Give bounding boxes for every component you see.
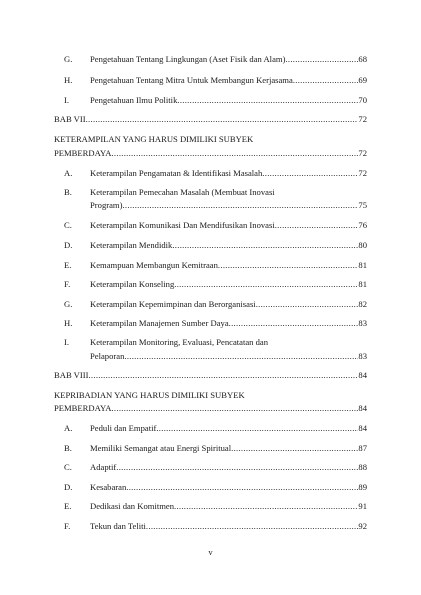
- leader-dots: [293, 74, 359, 86]
- toc-chapter[interactable]: [54, 113, 367, 125]
- toc-entry-letter: I.: [64, 95, 70, 105]
- toc-entry-letter: H.: [64, 318, 73, 328]
- toc-section-heading-line2: PEMBERDAYA: [54, 148, 112, 158]
- toc-entry-title: Keterampilan Komunikasi Dan Mendifusikan Inovasi: [90, 220, 275, 230]
- toc-entry-letter: C.: [64, 462, 72, 472]
- leader-dots: [177, 94, 358, 106]
- toc-entry-page: 72: [358, 114, 367, 124]
- toc-entry-line[interactable]: [90, 74, 367, 86]
- toc-entry-letter: G.: [64, 54, 73, 64]
- leader-dots: [256, 298, 359, 310]
- toc-entry-title-line2: Program): [90, 200, 123, 210]
- leader-dots: [146, 520, 358, 532]
- toc-entry-page: 70: [358, 95, 367, 105]
- page-number: v: [208, 547, 213, 557]
- leader-dots: [111, 147, 358, 159]
- toc-entry-title: Keterampilan Pengamatan & Identifikasi Masalah: [90, 168, 263, 178]
- leader-dots: [111, 402, 358, 414]
- toc-entry-page: 83: [358, 318, 367, 328]
- toc-section-heading[interactable]: [54, 147, 367, 159]
- toc-entry-letter: A.: [64, 423, 73, 433]
- toc-entry-letter: D.: [64, 240, 73, 250]
- toc-entry-page: 75: [358, 200, 367, 210]
- toc-entry-page: 80: [358, 240, 367, 250]
- toc-entry-letter: B.: [64, 187, 72, 197]
- toc-entry-line[interactable]: [90, 422, 367, 434]
- toc-entry-page: 84: [358, 403, 367, 413]
- toc-chapter-label: BAB VIII: [54, 370, 89, 380]
- leader-dots: [124, 350, 358, 362]
- toc-entry-line[interactable]: [90, 167, 367, 179]
- toc-entry-page: 89: [358, 482, 367, 492]
- toc-entry-page: 91: [358, 501, 367, 511]
- leader-dots: [231, 442, 358, 454]
- toc-entry-page: 82: [358, 299, 367, 309]
- toc-entry-title: Keterampilan Mendidik: [90, 240, 173, 250]
- toc-entry-letter: A.: [64, 168, 73, 178]
- toc-entry-letter: I.: [64, 337, 70, 347]
- toc-entry-letter: F.: [64, 279, 71, 289]
- toc-entry-line[interactable]: [90, 317, 367, 329]
- toc-entry-page: 87: [358, 443, 367, 453]
- toc-entry-title-line2: Pelaporan: [90, 351, 125, 361]
- leader-dots: [122, 199, 358, 211]
- toc-entry-title: Pengetahuan Ilmu Politik: [90, 95, 178, 105]
- toc-entry-letter: C.: [64, 220, 72, 230]
- toc-entry-title: Keterampilan Kepemimpinan dan Berorganisasi: [90, 299, 256, 309]
- toc-entry-page: 68: [358, 54, 367, 64]
- toc-entry-page: 84: [358, 370, 367, 380]
- leader-dots: [126, 481, 358, 493]
- toc-chapter[interactable]: [54, 369, 367, 381]
- toc-entry-line[interactable]: [90, 520, 367, 532]
- toc-entry-title: Tekun dan Teliti: [90, 521, 146, 531]
- toc-chapter-label: BAB VII: [54, 114, 86, 124]
- toc-entry-title: Kemampuan Membangun Kemitraan: [90, 260, 218, 270]
- toc-entry-page: 92: [358, 521, 367, 531]
- leader-dots: [275, 219, 359, 231]
- toc-entry-title: Memiliki Semangat atau Energi Spiritual: [90, 443, 232, 453]
- toc-entry-line[interactable]: [90, 481, 367, 493]
- leader-dots: [88, 369, 358, 381]
- leader-dots: [172, 239, 358, 251]
- toc-entry-line[interactable]: [90, 239, 367, 251]
- leader-dots: [156, 422, 358, 434]
- leader-dots: [174, 500, 358, 512]
- toc-entry-letter: B.: [64, 443, 72, 453]
- toc-entry-line[interactable]: [90, 219, 367, 231]
- leader-dots: [174, 278, 358, 290]
- toc-section-heading-line2: PEMBERDAYA: [54, 403, 112, 413]
- toc-entry-line[interactable]: [90, 442, 367, 454]
- toc-entry-line[interactable]: [90, 500, 367, 512]
- toc-entry-title: Keterampilan Konseling: [90, 279, 175, 289]
- toc-entry-letter: E.: [64, 501, 72, 511]
- toc-entry-title: Keterampilan Manajemen Sumber Daya: [90, 318, 229, 328]
- toc-entry-title[interactable]: Keterampilan Monitoring, Evaluasi, Pencatatan dan: [90, 337, 269, 347]
- toc-entry-line[interactable]: [90, 259, 367, 271]
- toc-section-heading-line1[interactable]: KEPRIBADIAN YANG HARUS DIMILIKI SUBYEK: [54, 390, 245, 400]
- toc-entry-page: 69: [358, 75, 367, 85]
- toc-entry-page: 81: [358, 260, 367, 270]
- toc-entry-line[interactable]: [90, 298, 367, 310]
- toc-entry-letter: E.: [64, 260, 72, 270]
- toc-entry-line[interactable]: [90, 350, 367, 362]
- toc-entry-page: 83: [358, 351, 367, 361]
- leader-dots: [218, 259, 358, 271]
- toc-entry-page: 72: [358, 148, 367, 158]
- toc-entry-title: Peduli dan Empatif: [90, 423, 157, 433]
- toc-entry-line[interactable]: [90, 461, 367, 473]
- toc-entry-title: Dedikasi dan Komitmen: [90, 501, 175, 511]
- toc-section-heading-line1[interactable]: KETERAMPILAN YANG HARUS DIMILIKI SUBYEK: [54, 134, 254, 144]
- toc-entry-page: 88: [358, 462, 367, 472]
- leader-dots: [116, 461, 358, 473]
- toc-entry-page: 84: [358, 423, 367, 433]
- toc-entry-line[interactable]: [90, 53, 367, 65]
- toc-entry-page: 76: [358, 220, 367, 230]
- leader-dots: [262, 167, 358, 179]
- toc-entry-line[interactable]: [90, 199, 367, 211]
- leader-dots: [86, 113, 359, 125]
- toc-entry-title: Adaptif: [90, 462, 117, 472]
- toc-entry-letter: H.: [64, 75, 73, 85]
- toc-entry-page: 72: [358, 168, 367, 178]
- leader-dots: [229, 317, 359, 329]
- toc-entry-title: Kesabaran: [90, 482, 127, 492]
- toc-entry-line[interactable]: [90, 94, 367, 106]
- toc-entry-letter: D.: [64, 482, 73, 492]
- toc-entry-letter: G.: [64, 299, 73, 309]
- toc-entry-title[interactable]: Keterampilan Pemecahan Masalah (Membuat Inovasi: [90, 187, 275, 197]
- toc-entry-letter: F.: [64, 521, 71, 531]
- toc-entry-line[interactable]: [90, 278, 367, 290]
- toc-entry-page: 81: [358, 279, 367, 289]
- toc-entry-title: Pengetahuan Tentang Mitra Untuk Membangun Kerjasama: [90, 75, 293, 85]
- leader-dots: [285, 53, 358, 65]
- toc-section-heading[interactable]: [54, 402, 367, 414]
- toc-entry-title: Pengetahuan Tentang Lingkungan (Aset Fisik dan Alam): [90, 54, 286, 64]
